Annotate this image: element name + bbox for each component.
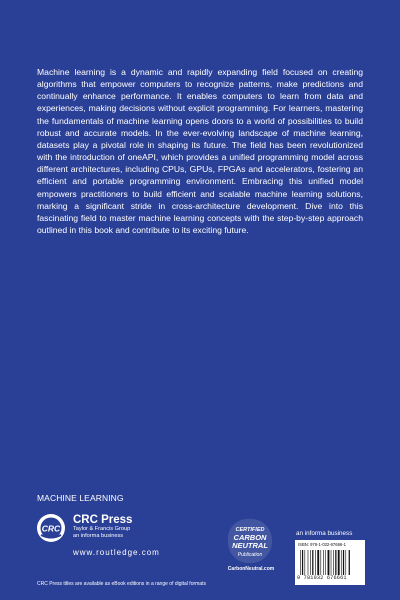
isbn-label: ISBN: 978-1-032-67666-1	[298, 542, 346, 547]
carbon-line3: NEUTRAL	[232, 541, 268, 550]
back-cover-blurb: Machine learning is a dynamic and rapidly expanding field focused on creating algorithms that empower computers to recognize patterns, make predictions and continually enhance performance. It enables computers to learn from data and experiences, making decisions without explicit programming. For learners, mastering the fundamentals of machine learning opens doors to a world of possibilities to build robust and accurate models. In the ever-evolving landscape of machine learning, datasets play a pivotal role in shaping its future. The field has been revolutionized with the introduction of oneAPI, which provides a unified programming model across different architectures, including CPUs, GPUs, FPGAs and accelerators, fostering an efficient and portable programming environment. Embracing this unified model empowers practitioners to build efficient and scalable machine learning solutions, marking a significant stride in cross-architecture development. Dive into this fascinating field to master machine learning concepts with the step-by-step approach outlined in this book and contribute to its exciting future.	[37, 67, 363, 236]
carbon-neutral-url[interactable]: CarbonNeutral.com	[227, 566, 275, 572]
carbon-neutral-badge-icon	[224, 516, 276, 568]
barcode-icon	[299, 550, 361, 575]
crc-logo-text: CRC	[41, 523, 61, 534]
informa-business-label: an informa business	[296, 530, 353, 537]
publisher-informa: an informa business	[73, 533, 124, 539]
publisher-website[interactable]: www.routledge.com	[73, 548, 160, 557]
publisher-group: Taylor & Francis Group	[73, 526, 131, 532]
isbn-barcode-box	[295, 540, 365, 585]
crc-press-logo-icon	[36, 513, 66, 543]
carbon-line2: CARBON	[233, 533, 267, 542]
publisher-name: CRC Press	[73, 514, 133, 526]
carbon-line4: Publication	[237, 552, 263, 558]
subject-category: MACHINE LEARNING	[37, 493, 124, 503]
barcode-digits: 9 781032 676661	[297, 575, 347, 581]
carbon-line1: CERTIFIED	[235, 527, 265, 533]
publisher-block	[73, 514, 132, 540]
ebook-note: CRC Press titles are available as eBook editions in a range of digital formats	[37, 581, 206, 587]
